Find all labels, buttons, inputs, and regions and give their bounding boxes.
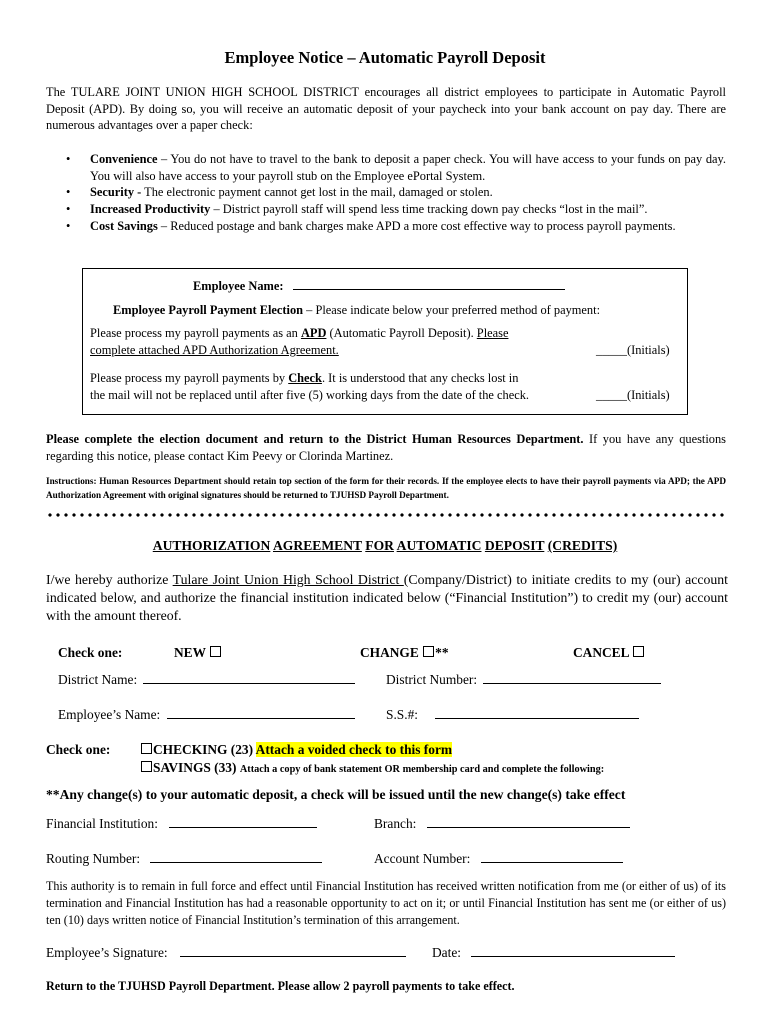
change-option[interactable] — [360, 645, 449, 661]
branch-label: Branch: — [374, 816, 417, 831]
bullet-head: Cost Savings — [90, 219, 158, 233]
district-number-label: District Number: — [386, 672, 478, 687]
bullet-sep: – — [157, 152, 171, 166]
title-word: (CREDITS) — [547, 538, 618, 553]
bullet-security: • Security - The electronic payment cannot get lost in the mail, damaged or stolen. — [66, 185, 493, 199]
bullet-head: Security - — [90, 185, 142, 199]
checking-checkbox[interactable] — [141, 743, 152, 754]
branch-row — [374, 816, 630, 832]
savings-option[interactable] — [140, 760, 604, 776]
check-text-a: Please process my payroll payments by — [90, 371, 289, 385]
apd-word: APD — [300, 326, 327, 340]
savings-checkbox[interactable] — [141, 761, 152, 772]
new-option[interactable] — [174, 645, 222, 661]
district-name-label: District Name: — [58, 672, 138, 687]
return-notice — [46, 431, 726, 464]
title-word: DEPOSIT — [484, 538, 545, 553]
check-one-label: Check one: — [58, 645, 123, 660]
bullet-cost-savings: • Cost Savings – Reduced postage and bank charges make APD a more cost effective way to process payroll payments. — [66, 219, 676, 233]
apd-text-a: Please process my payroll payments as an — [90, 326, 301, 340]
bullet-text: Reduced postage and bank charges make APD a more cost effective way to process payroll payments. — [170, 219, 676, 233]
authorization-paragraph — [46, 571, 728, 625]
financial-institution-label: Financial Institution: — [46, 816, 158, 831]
bullet-text: District payroll staff will spend less time tracking down pay checks “lost in the mail”. — [222, 202, 648, 216]
signature-label: Employee’s Signature: — [46, 945, 168, 960]
ssn-field[interactable] — [435, 718, 639, 719]
routing-number-field[interactable] — [150, 862, 322, 863]
bullet-text: The electronic payment cannot get lost in the mail, damaged or stolen. — [144, 185, 493, 199]
cancel-checkbox[interactable] — [633, 646, 644, 657]
savings-note: Attach a copy of bank statement OR membership card and complete the following: — [239, 764, 605, 775]
title-word: AUTOMATIC — [396, 538, 482, 553]
bullet-productivity: • Increased Productivity – District payroll staff will spend less time tracking down pay checks “lost in the mail”. — [66, 202, 648, 216]
bullet-head: Convenience — [90, 152, 158, 166]
signature-field[interactable] — [180, 956, 406, 957]
ssn-row — [386, 707, 639, 723]
check-text-b: . It is understood that any checks lost in — [321, 371, 519, 385]
apd-text-c: Please — [476, 326, 509, 340]
account-number-label: Account Number: — [374, 851, 471, 866]
apd-text-b: (Automatic Payroll Deposit). — [326, 326, 477, 340]
checking-note: Attach a voided check to this form — [255, 742, 453, 757]
check-option-line2: the mail will not be replaced until after five (5) working days from the date of the check. — [90, 388, 530, 402]
payment-election-line — [113, 302, 600, 319]
return-notice-rest: If you have any questions regarding this notice, please contact Kim Peevy or Clorinda Martinez. — [46, 432, 726, 463]
cancel-label: CANCEL — [573, 645, 629, 660]
employee-name-row-2 — [58, 707, 355, 723]
return-notice-bold: Please complete the election document and return to the District Human Resources Department. — [46, 432, 584, 446]
account-number-row — [374, 851, 623, 867]
employee-name-row — [193, 278, 565, 295]
financial-institution-row — [46, 816, 317, 832]
ssn-label: S.S.#: — [386, 707, 419, 722]
intro-paragraph: The TULARE JOINT UNION HIGH SCHOOL DISTRICT encourages all district employees to participate in Automatic Payroll Deposit (APD). By doing so, you will receive an automatic deposit of your paycheck into your bank account on pay day. There are numerous advantages over a paper check: — [46, 85, 726, 132]
apd-initials-field[interactable]: _____(Initials) — [596, 343, 670, 357]
bullet-text: You do not have to travel to the bank to deposit a paper check. You will have access to your funds on pay day. You will also have access to your payroll stub on the Employee ePortal System. — [90, 152, 727, 183]
district-name-field[interactable] — [143, 683, 355, 684]
date-field[interactable] — [471, 956, 675, 957]
savings-label: SAVINGS (33) — [153, 760, 237, 775]
bullet-convenience: • Convenience – You do not have to travel to the bank to deposit a paper check. You will have access to your funds on pay day. You will also have access to your payroll stub on the Employee ePortal System. — [66, 152, 727, 183]
financial-institution-field[interactable] — [169, 827, 317, 828]
new-checkbox[interactable] — [210, 646, 221, 657]
title-word: FOR — [365, 538, 394, 553]
authorize-text-b: (Company/District) to initiate credits to my (our) account indicated below, and authorize the financial institution indicated below (“Financial Institution”) to credit my (our) account with the amount thereof. — [46, 572, 728, 623]
checking-option[interactable] — [140, 742, 452, 758]
employee-name-label: Employee Name: — [193, 279, 284, 293]
change-suffix: ** — [435, 645, 449, 660]
account-number-field[interactable] — [481, 862, 623, 863]
title-word: AUTHORIZATION — [152, 538, 271, 553]
district-name-row — [58, 672, 355, 688]
payment-election-head: Employee Payroll Payment Election — [113, 303, 304, 317]
district-number-row — [386, 672, 661, 688]
title-word: AGREEMENT — [272, 538, 362, 553]
check-initials-field[interactable]: _____(Initials) — [596, 388, 670, 402]
apd-option-line1 — [90, 325, 508, 342]
routing-number-row — [46, 851, 322, 867]
bullet-sep: – — [157, 219, 171, 233]
change-label: CHANGE — [360, 645, 419, 660]
routing-number-label: Routing Number: — [46, 851, 141, 866]
instructions-text: Instructions: Human Resources Department should retain top section of the form for their records. If the employee elects to have their payroll payments via APD; the APD Authorization Agreement with original signatures should be returned to TJUHSD Payroll Department. — [46, 476, 726, 500]
agreement-title — [0, 538, 770, 554]
signature-row — [46, 945, 406, 961]
change-checkbox[interactable] — [423, 646, 434, 657]
change-notice: **Any change(s) to your automatic deposit, a check will be issued until the new change(s) take effect — [46, 787, 626, 802]
payment-election-text: – Please indicate below your preferred method of payment: — [303, 303, 601, 317]
cancel-option[interactable] — [573, 645, 645, 661]
page-title: Employee Notice – Automatic Payroll Deposit — [224, 48, 546, 67]
new-label: NEW — [174, 645, 206, 660]
branch-field[interactable] — [427, 827, 630, 828]
bullet-sep: – — [210, 202, 223, 216]
date-row — [432, 945, 675, 961]
apd-option-line2: complete attached APD Authorization Agreement. — [90, 343, 339, 357]
authorize-text-a: I/we hereby authorize — [46, 572, 173, 587]
return-line: Return to the TJUHSD Payroll Department. Please allow 2 payroll payments to take effect. — [46, 979, 515, 993]
checking-label: CHECKING (23) — [153, 742, 254, 757]
employee-name-label-2: Employee’s Name: — [58, 707, 161, 722]
date-label: Date: — [432, 945, 461, 960]
check-word: Check — [288, 371, 322, 385]
check-option-line1 — [90, 370, 518, 387]
bullet-head: Increased Productivity — [90, 202, 211, 216]
authorized-district: Tulare Joint Union High School District — [172, 572, 404, 587]
authority-paragraph: This authority is to remain in full force and effect until Financial Institution has received written notification from me (or either of us) of its termination and Financial Institution has had a reasonable opportunity to act on it; or until Financial Institution has sent me (or either of us) ten (10) days written notice of Financial Institution’s termination of this arrangement. — [46, 879, 726, 927]
employee-name-field[interactable] — [293, 289, 565, 290]
district-number-field[interactable] — [483, 683, 661, 684]
employee-name-field-2[interactable] — [167, 718, 355, 719]
dotted-separator — [46, 513, 726, 517]
check-one-label-2: Check one: — [46, 742, 111, 757]
payment-election-box — [82, 268, 688, 415]
